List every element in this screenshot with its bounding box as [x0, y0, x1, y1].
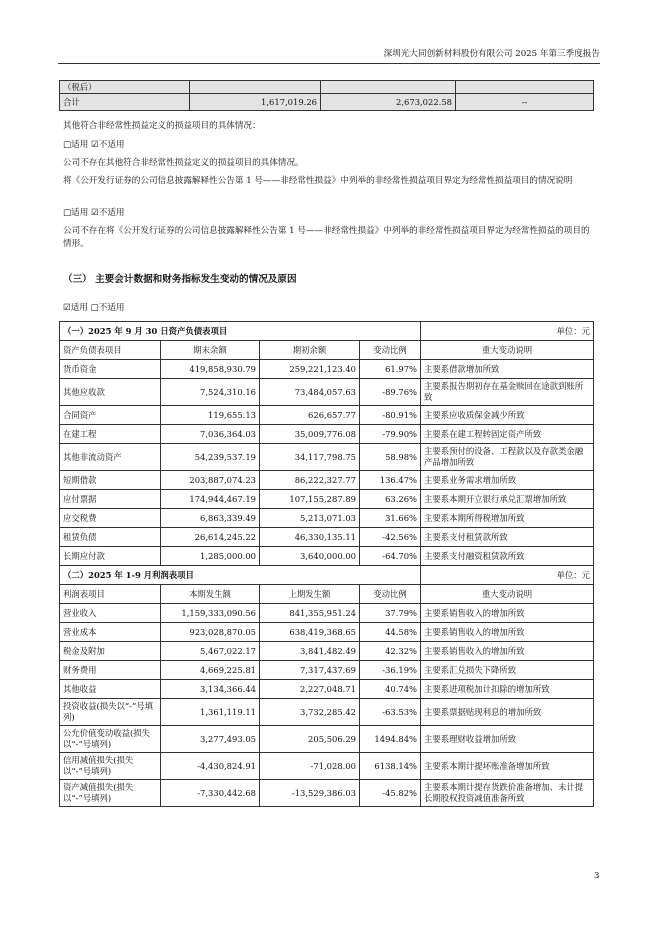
- column-header: 利润表项目: [60, 585, 161, 604]
- table-row: [60, 726, 594, 753]
- change-ratio: -89.76%: [360, 379, 421, 406]
- change-explanation: 主要系在建工程转固定资产所致: [421, 425, 594, 444]
- table-row: [60, 379, 594, 406]
- item-name: 长期应付款: [60, 547, 161, 566]
- page-number: 3: [594, 871, 600, 881]
- item-name: 资产减值损失(损失以“-”号填列): [60, 780, 161, 807]
- change-ratio: 1494.84%: [360, 726, 421, 753]
- previous-value: -71,028.00: [260, 753, 360, 780]
- current-value: 7,036,364.03: [161, 425, 260, 444]
- section-title: （二）2025 年 1-9 月利润表项目: [60, 566, 421, 585]
- table-row: [60, 699, 594, 726]
- balance-sheet-section: [60, 322, 594, 566]
- current-value: 54,239,537.19: [161, 444, 260, 471]
- cell-previous: [321, 81, 456, 94]
- item-name: 短期借款: [60, 471, 161, 490]
- column-header: 重大变动说明: [421, 341, 594, 360]
- paragraph: 将《公开发行证券的公司信息披露解释性公告第 1 号——非经常性损益》中列举的非经常性损益项目界定为经常性损益项目的情况说明: [63, 176, 573, 186]
- change-explanation: 主要系票据贴现利息的增加所致: [421, 699, 594, 726]
- item-name: 租赁负债: [60, 528, 161, 547]
- applicable-checkbox-line: □适用 ☑不适用: [63, 140, 125, 150]
- previous-value: 205,506.29: [260, 726, 360, 753]
- table-row: [60, 471, 594, 490]
- table-row: [60, 406, 594, 425]
- current-value: 923,028,870.05: [161, 623, 260, 642]
- item-name: 货币资金: [60, 360, 161, 379]
- change-ratio: -63.53%: [360, 699, 421, 726]
- current-value: -4,430,824.91: [161, 753, 260, 780]
- previous-value: 35,009,776.08: [260, 425, 360, 444]
- current-value: 119,655.13: [161, 406, 260, 425]
- non-recurring-summary-table: [59, 80, 594, 111]
- current-value: 1,285,000.00: [161, 547, 260, 566]
- previous-value: 34,117,798.75: [260, 444, 360, 471]
- table-row: [60, 360, 594, 379]
- table-row: [60, 780, 594, 807]
- change-ratio: -80.91%: [360, 406, 421, 425]
- table-row: [60, 81, 594, 94]
- table-row: [60, 528, 594, 547]
- change-explanation: 主要系本期计提存货跌价准备增加、未计提长期股权投资减值准备所致: [421, 780, 594, 807]
- change-explanation: 主要系本期所得税增加所致: [421, 509, 594, 528]
- column-header: 上期发生额: [260, 585, 360, 604]
- cell-current: 1,617,019.26: [190, 94, 321, 111]
- change-explanation: 主要系本期计提坏账准备增加所致: [421, 753, 594, 780]
- paragraph: 其他符合非经常性损益定义的损益项目的具体情况：: [63, 121, 261, 131]
- report-header-title: 深圳光大同创新材料股份有限公司 2025 年第三季度报告: [383, 49, 600, 59]
- change-ratio: 6138.14%: [360, 753, 421, 780]
- change-ratio: -79.90%: [360, 425, 421, 444]
- current-value: 7,524,310.16: [161, 379, 260, 406]
- current-value: 203,887,074.23: [161, 471, 260, 490]
- current-value: 1,159,333,090.56: [161, 604, 260, 623]
- change-ratio: 31.66%: [360, 509, 421, 528]
- paragraph: 公司不存在将《公开发行证券的公司信息披露解释性公告第 1 号——非经常性损益》中列举的非经常性损益项目界定为经常性损益的项目的情形。: [63, 226, 590, 249]
- item-name: 公允价值变动收益(损失以“-”号填列): [60, 726, 161, 753]
- cell-note: --: [456, 94, 594, 111]
- previous-value: 5,213,071.03: [260, 509, 360, 528]
- change-explanation: 主要系销售收入的增加所致: [421, 623, 594, 642]
- change-ratio: -64.70%: [360, 547, 421, 566]
- previous-value: 638,419,368.65: [260, 623, 360, 642]
- section-title: （三） 主要会计数据和财务指标发生变动的情况及原因: [63, 274, 297, 285]
- previous-value: 7,317,437.69: [260, 661, 360, 680]
- column-header: 变动比例: [360, 341, 421, 360]
- change-ratio: 40.74%: [360, 680, 421, 699]
- change-ratio: 44.58%: [360, 623, 421, 642]
- item-name: 税金及附加: [60, 642, 161, 661]
- item-name: 营业成本: [60, 623, 161, 642]
- section-title-row: [60, 566, 594, 585]
- current-value: 1,361,119.11: [161, 699, 260, 726]
- table-row: [60, 547, 594, 566]
- column-header: 期初余额: [260, 341, 360, 360]
- item-name: 营业收入: [60, 604, 161, 623]
- change-explanation: 主要系销售收入的增加所致: [421, 642, 594, 661]
- change-explanation: 主要系销售收入的增加所致: [421, 604, 594, 623]
- change-ratio: -45.82%: [360, 780, 421, 807]
- current-value: 4,669,225.81: [161, 661, 260, 680]
- change-explanation: 主要系理财收益增加所致: [421, 726, 594, 753]
- change-ratio: -42.56%: [360, 528, 421, 547]
- previous-value: 259,221,123.40: [260, 360, 360, 379]
- applicable-checkbox-line: ☑适用 □不适用: [63, 303, 125, 313]
- section-title: （一）2025 年 9 月 30 日资产负债表项目: [60, 322, 421, 341]
- item-name: 其他非流动资产: [60, 444, 161, 471]
- change-ratio: -36.19%: [360, 661, 421, 680]
- header-row: [60, 585, 594, 604]
- table-row: [60, 444, 594, 471]
- current-value: 174,944,467.19: [161, 490, 260, 509]
- item-name: 财务费用: [60, 661, 161, 680]
- current-value: 6,863,339.49: [161, 509, 260, 528]
- unit-label: 单位：元: [421, 322, 594, 341]
- table-row: [60, 661, 594, 680]
- change-explanation: 主要系预付的设备、工程款以及存款类金融产品增加所致: [421, 444, 594, 471]
- change-explanation: 主要系应收质保金减少所致: [421, 406, 594, 425]
- change-explanation: 主要系进项税加计扣除的增加所致: [421, 680, 594, 699]
- cell-current: [190, 81, 321, 94]
- current-value: 419,858,930.79: [161, 360, 260, 379]
- table-row: [60, 509, 594, 528]
- paragraph: 公司不存在其他符合非经常性损益定义的损益项目的具体情况。: [63, 158, 304, 168]
- item-name: 信用减值损失(损失以“-”号填列): [60, 753, 161, 780]
- change-ratio: 63.26%: [360, 490, 421, 509]
- previous-value: 73,484,057.63: [260, 379, 360, 406]
- item-name: 应付票据: [60, 490, 161, 509]
- table-row: [60, 604, 594, 623]
- change-explanation: 主要系支付融资租赁款所致: [421, 547, 594, 566]
- change-ratio: 61.97%: [360, 360, 421, 379]
- change-ratio: 42.32%: [360, 642, 421, 661]
- table-row: [60, 425, 594, 444]
- previous-value: 3,640,000.00: [260, 547, 360, 566]
- table-row: [60, 623, 594, 642]
- current-value: 3,134,366.44: [161, 680, 260, 699]
- item-name: 在建工程: [60, 425, 161, 444]
- current-value: -7,330,442.68: [161, 780, 260, 807]
- previous-value: -13,529,386.03: [260, 780, 360, 807]
- column-header: 期末余额: [161, 341, 260, 360]
- item-name: 投资收益(损失以“-”号填列): [60, 699, 161, 726]
- table-row: [60, 642, 594, 661]
- column-header: 重大变动说明: [421, 585, 594, 604]
- previous-value: 841,355,951.24: [260, 604, 360, 623]
- change-ratio: 136.47%: [360, 471, 421, 490]
- column-header: 资产负债表项目: [60, 341, 161, 360]
- column-header: 本期发生额: [161, 585, 260, 604]
- row-label: 合计: [60, 94, 190, 111]
- income-statement-section: [60, 566, 594, 807]
- row-label: （税后）: [60, 81, 190, 94]
- applicable-checkbox-line: □适用 ☑不适用: [63, 208, 125, 218]
- header-row: [60, 341, 594, 360]
- change-explanation: 主要系本期开立银行承兑汇票增加所致: [421, 490, 594, 509]
- table-row: [60, 490, 594, 509]
- cell-note: [456, 81, 594, 94]
- current-value: 3,277,493.05: [161, 726, 260, 753]
- item-name: 其他应收款: [60, 379, 161, 406]
- cell-previous: 2,673,022.58: [321, 94, 456, 111]
- change-explanation: 主要系借款增加所致: [421, 360, 594, 379]
- change-ratio: 58.98%: [360, 444, 421, 471]
- previous-value: 46,330,135.11: [260, 528, 360, 547]
- changes-table: [59, 321, 594, 807]
- column-header: 变动比例: [360, 585, 421, 604]
- unit-label: 单位：元: [421, 566, 594, 585]
- change-ratio: 37.79%: [360, 604, 421, 623]
- previous-value: 3,732,285.42: [260, 699, 360, 726]
- change-explanation: 主要系业务需求增加所致: [421, 471, 594, 490]
- previous-value: 107,155,287.89: [260, 490, 360, 509]
- item-name: 其他收益: [60, 680, 161, 699]
- header-divider: [58, 63, 600, 64]
- item-name: 应交税费: [60, 509, 161, 528]
- table-row: [60, 680, 594, 699]
- change-explanation: 主要系支付租赁款所致: [421, 528, 594, 547]
- previous-value: 86,222,327.77: [260, 471, 360, 490]
- table-row: [60, 94, 594, 111]
- change-explanation: 主要系报告期初存在基金赎回在途款到账所致: [421, 379, 594, 406]
- table-row: [60, 753, 594, 780]
- item-name: 合同资产: [60, 406, 161, 425]
- section-title-row: [60, 322, 594, 341]
- previous-value: 626,657.77: [260, 406, 360, 425]
- previous-value: 2,227,048.71: [260, 680, 360, 699]
- change-explanation: 主要系汇兑损失下降所致: [421, 661, 594, 680]
- previous-value: 3,841,482.49: [260, 642, 360, 661]
- current-value: 5,467,022.17: [161, 642, 260, 661]
- current-value: 26,614,245.22: [161, 528, 260, 547]
